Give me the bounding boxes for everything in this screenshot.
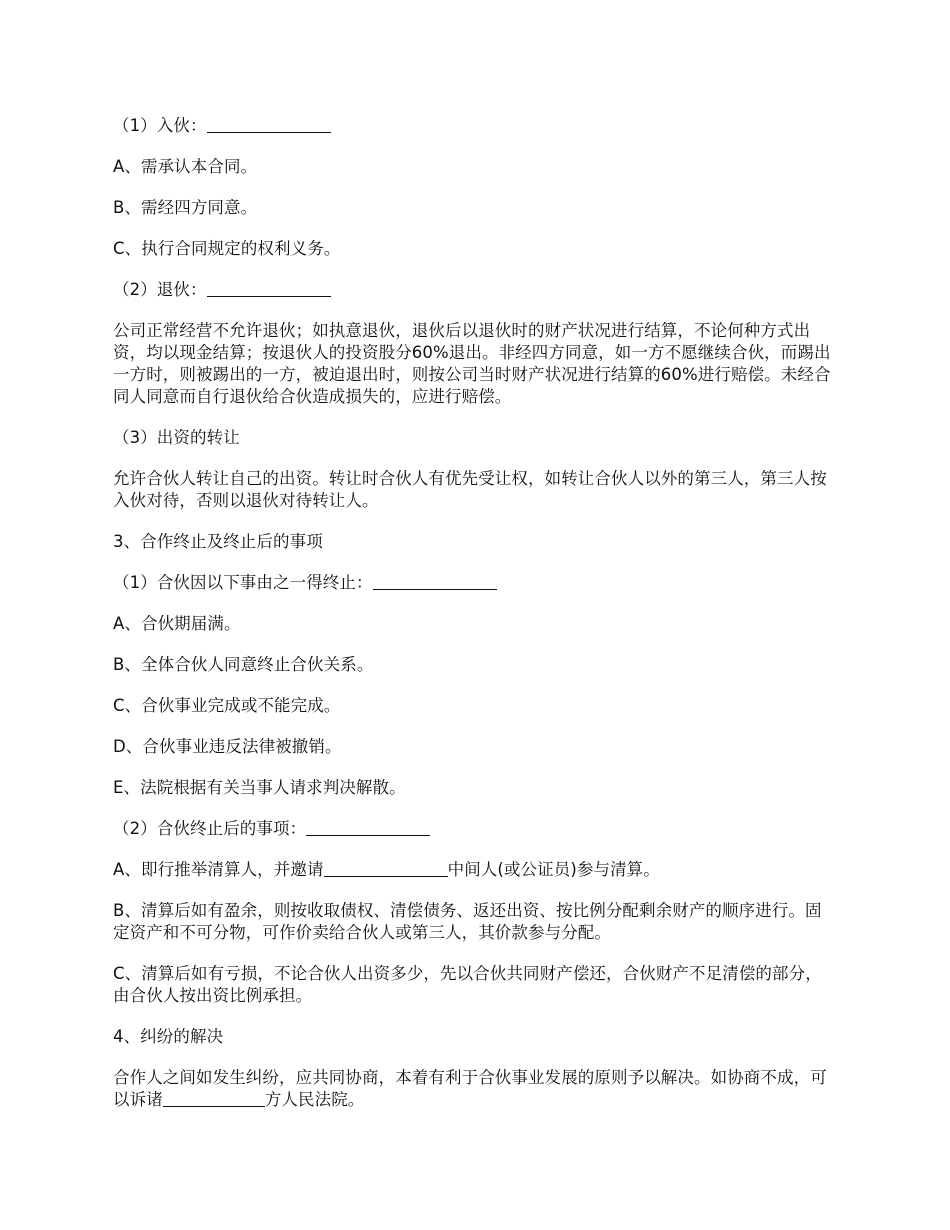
blank-line	[373, 573, 497, 590]
section-4-heading: 4、纠纷的解决	[113, 1027, 224, 1046]
dispute-paragraph	[113, 1067, 838, 1111]
blank-line	[207, 116, 331, 133]
after-termination-item-c: C、清算后如有亏损，不论合伙人出资多少，先以合伙共同财产偿还，合伙财产不足清偿的部分，由合伙人按出资比例承担。	[113, 964, 822, 1005]
entry-label: （1）入伙：	[113, 116, 207, 135]
exit-label: （2）退伙：	[113, 280, 207, 299]
termination-item-a: A、合伙期届满。	[113, 614, 241, 633]
termination-label-line	[113, 572, 838, 594]
document-page	[113, 113, 838, 1130]
termination-item-e: E、法院根据有关当事人请求判决解散。	[113, 778, 406, 797]
termination-item-d: D、合伙事业违反法律被撤销。	[113, 737, 342, 756]
transfer-label: （3）出资的转让	[113, 428, 240, 447]
blank-line	[163, 1090, 265, 1107]
dispute-suffix: 方人民法院。	[264, 1090, 365, 1109]
dispute-prefix: 合作人之间如发生纠纷，应共同协商，本着有利于合伙事业发展的原则予以解决。如协商不成，可以诉诸	[113, 1068, 827, 1109]
entry-item-a: A、需承认本合同。	[113, 157, 258, 176]
termination-item-b: B、全体合伙人同意终止合伙关系。	[113, 655, 374, 674]
exit-paragraph: 公司正常经营不允许退伙；如执意退伙，退伙后以退伙时的财产状况进行结算，不论何种方式出资，均以现金结算；按退伙人的投资股分60%退出。非经四方同意，如一方不愿继续合伙，而踢出一方时，则被踢出的一方，被迫退出时，则按公司当时财产状况进行结算的60%进行赔偿。未经合同人同意而自行退伙给合伙造成损失的，应进行赔偿。	[113, 321, 831, 406]
blank-line	[306, 819, 430, 836]
entry-item-c: C、执行合同规定的权利义务。	[113, 239, 341, 258]
transfer-paragraph: 允许合伙人转让自己的出资。转让时合伙人有优先受让权，如转让合伙人以外的第三人，第三人按入伙对待，否则以退伙对待转让人。	[113, 469, 827, 510]
section-3-heading: 3、合作终止及终止后的事项	[113, 532, 323, 551]
blank-line	[207, 280, 331, 297]
item-a-suffix: 中间人(或公证员)参与清算。	[447, 860, 660, 879]
after-termination-item-a	[113, 859, 838, 881]
exit-label-line	[113, 279, 838, 301]
entry-label-line	[113, 115, 838, 137]
after-termination-item-b: B、清算后如有盈余，则按收取债权、清偿债务、返还出资、按比例分配剩余财产的顺序进行。固定资产和不可分物，可作价卖给合伙人或第三人，其价款参与分配。	[113, 901, 822, 942]
after-termination-label-line	[113, 818, 838, 840]
blank-line	[324, 860, 448, 877]
entry-item-b: B、需经四方同意。	[113, 198, 258, 217]
termination-label: （1）合伙因以下事由之一得终止：	[113, 573, 373, 592]
after-termination-label: （2）合伙终止后的事项：	[113, 819, 307, 838]
item-a-prefix: A、即行推举清算人，并邀请	[113, 860, 324, 879]
termination-item-c: C、合伙事业完成或不能完成。	[113, 696, 341, 715]
